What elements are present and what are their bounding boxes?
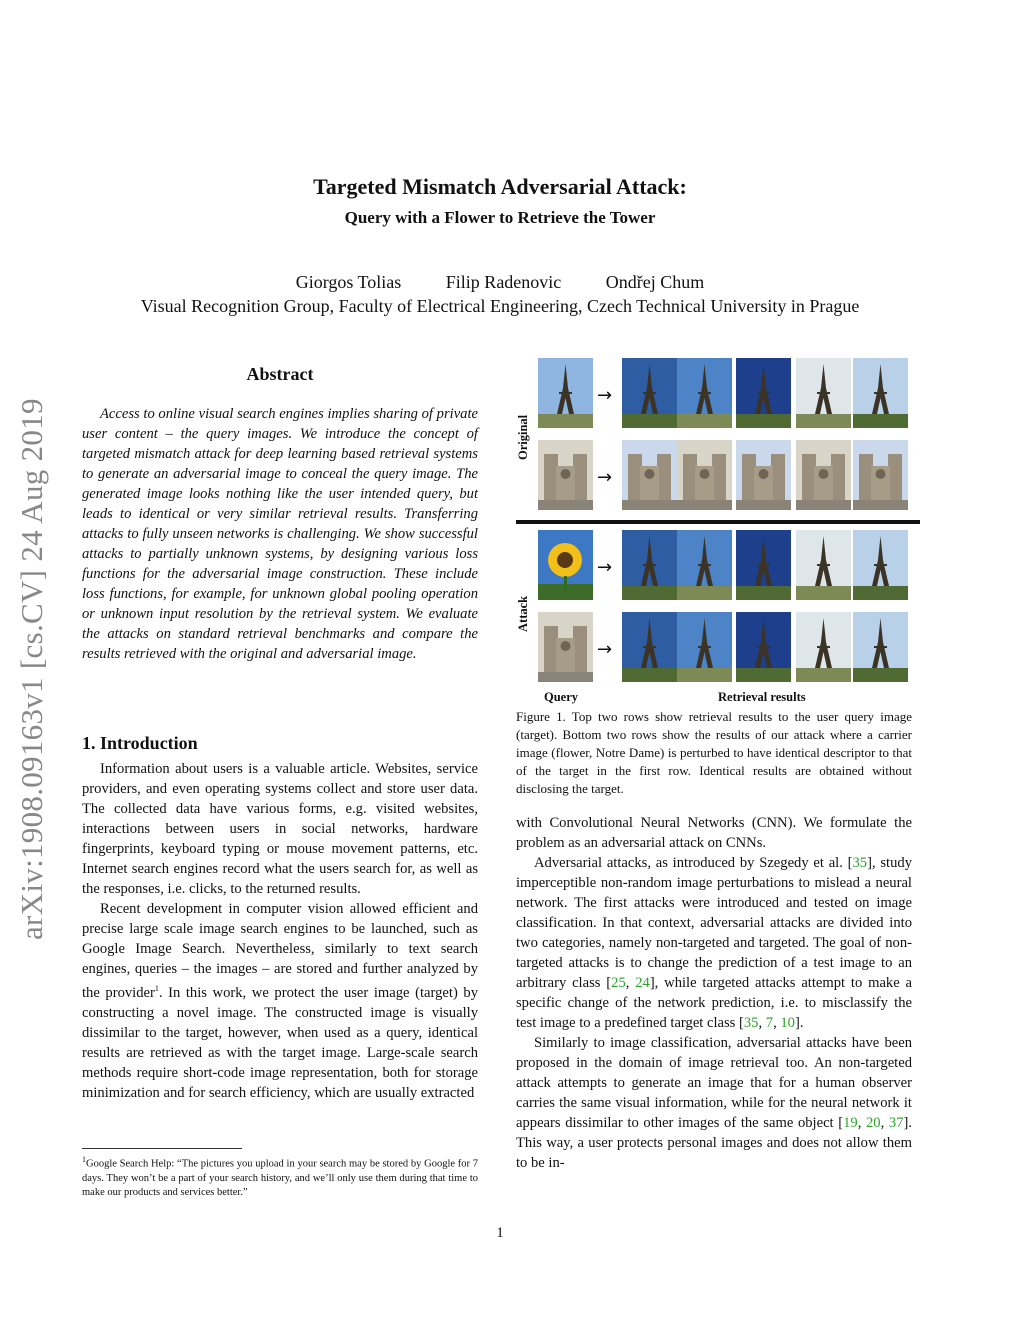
arrow-icon: →: [597, 557, 613, 578]
citation-link[interactable]: 20: [866, 1115, 881, 1131]
affiliation: Visual Recognition Group, Faculty of Electrical Engineering, Czech Technical University in Prague: [140, 296, 860, 316]
result-image: [796, 530, 851, 600]
result-image: [677, 530, 732, 600]
intro-body: [82, 759, 478, 1103]
citation-link[interactable]: 24: [635, 975, 650, 991]
results-label: Retrieval results: [718, 690, 806, 704]
abstract-paragraph: Access to online visual search engines implies sharing of private user content – the query images. We introduce the concept of targeted mismatch attack for deep learning based retrieval systems to generate an adversarial image to conceal the query image. The generated image looks nothing like the user intended query, but leads to identical or very similar retrieval results. Transferring attacks to fully unseen networks is challenging. We show successful attacks to partially unknown systems, by designing various loss functions for the adversarial image construction. These include loss functions, for example, for unknown global pooling operation or unknown input resolution by the retrieval system. We evaluate the attacks on standard retrieval benchmarks and compare the results retrieved with the original and adversarial image.: [82, 406, 478, 662]
footnote-rule: [82, 1148, 242, 1149]
author-name: Filip Radenovic: [445, 272, 562, 292]
abstract-heading: Abstract: [246, 364, 314, 384]
figure-caption: Figure 1. Top two rows show retrieval results to the user query image (target). Bottom two rows show the results of our attack where a carrier image (flower, Notre Dame) is perturbed to have identical descriptor to that of the target in the first row. Identical results are obtained without disclosing the target.: [516, 709, 912, 796]
paper-subtitle: Query with a Flower to Retrieve the Tower: [344, 208, 656, 227]
author-list: [0, 272, 1000, 293]
row-label-attack: Attack: [516, 595, 530, 632]
query-image: [538, 358, 593, 428]
result-image: [796, 612, 851, 682]
author-name: Ondřej Chum: [605, 272, 705, 292]
citation-link[interactable]: 35: [743, 1015, 759, 1031]
result-image: [853, 612, 908, 682]
author-name: Giorgos Tolias: [295, 272, 402, 292]
arrow-icon: →: [597, 467, 613, 488]
citation-link[interactable]: 25: [611, 975, 626, 991]
footnote-marker: 1: [154, 984, 159, 993]
citation-link[interactable]: 37: [888, 1115, 904, 1131]
paragraph: with Convolutional Neural Networks (CNN). We formulate the problem as an adversarial attack on CNNs.: [516, 815, 912, 851]
citation-link[interactable]: 7: [765, 1015, 774, 1031]
intro-paragraph-2: Recent development in computer vision allowed efficient and precise large scale image search engines to be launched, such as Google Image Search. Nevertheless, similarly to text search engines, queries – the images – are stored and further analyzed by the provider$^1$. In this work, we protect the user image (target) by constructing a novel image. The constructed image is visually dissimilar to the target, however, when used as a query, identical results are retrieved as with the target image. Large-scale search methods require short-code image representation, both for storage minimization and for search efficiency, which are usually extracted: [82, 901, 478, 1101]
result-image: [622, 530, 677, 600]
arxiv-stamp: arXiv:1908.09163v1 [cs.CV] 24 Aug 2019: [14, 398, 49, 940]
result-image: [622, 358, 677, 428]
citation-link[interactable]: 19: [843, 1115, 858, 1131]
right-column-body: [516, 813, 912, 1173]
result-image: [853, 440, 908, 510]
result-image: [736, 440, 791, 510]
result-image: [736, 358, 791, 428]
result-image: [853, 358, 908, 428]
row-label-original: Original: [516, 414, 530, 460]
query-image: [538, 612, 593, 682]
result-image: [677, 358, 732, 428]
citation-link[interactable]: 35: [852, 855, 868, 871]
result-image: [796, 440, 851, 510]
paragraph: Similarly to image classification, adversarial attacks have been proposed in the domain of image retrieval too. An non-targeted attack attempts to generate an image that for a human observer carries the same visual information, while for the neural network it appears dissimilar to other images of the same object [19, 20, 37]. This way, a user protects personal images and does not allow them to be in-: [516, 1035, 912, 1171]
result-image: [736, 530, 791, 600]
footnote: $^1$Google Search Help: “The pictures you upload in your search may be stored by Google for 7 days. They won’t be a part of your search history, and we’ll only use them during that time to make our products and services better.”: [82, 1155, 478, 1198]
page-number: 1: [496, 1225, 504, 1241]
figure-1: [510, 352, 920, 708]
query-image: [538, 440, 593, 510]
result-image: [853, 530, 908, 600]
result-image: [796, 358, 851, 428]
section-heading: 1. Introduction: [82, 733, 198, 753]
citation-link[interactable]: 10: [780, 1015, 795, 1031]
abstract-text: [82, 404, 478, 664]
result-image: [677, 440, 732, 510]
result-image: [736, 612, 791, 682]
intro-paragraph-1: Information about users is a valuable article. Websites, service providers, and even operating systems collect and store user data. The collected data have various forms, e.g. visited websites, interactions between users in social networks, hardware fingerprints, keyboard typing or mouse movement patterns, etc. Internet search engines record what the users search for, as well as the responses, i.e. clicks, to the returned results.: [82, 761, 478, 897]
query-label: Query: [544, 690, 579, 704]
paper-title: Targeted Mismatch Adversarial Attack:: [313, 174, 687, 199]
result-image: [622, 440, 677, 510]
result-image: [677, 612, 732, 682]
paragraph: Adversarial attacks, as introduced by Szegedy et al. [35], study imperceptible non-random image perturbations to mislead a neural network. The first attacks were introduced and tested on image classification. In that context, adversarial attacks are divided into two categories, namely non-targeted and targeted. The goal of non-targeted attacks is to change the prediction of a test image to an arbitrary class [25, 24], while targeted attacks attempt to make a specific change of the network prediction, i.e. to misclassify the test image to a predefined target class [35, 7, 10].: [516, 855, 913, 1031]
query-image: [538, 530, 593, 600]
arrow-icon: →: [597, 385, 613, 406]
figure-separator: [516, 520, 920, 524]
result-image: [622, 612, 677, 682]
arrow-icon: →: [597, 639, 613, 660]
